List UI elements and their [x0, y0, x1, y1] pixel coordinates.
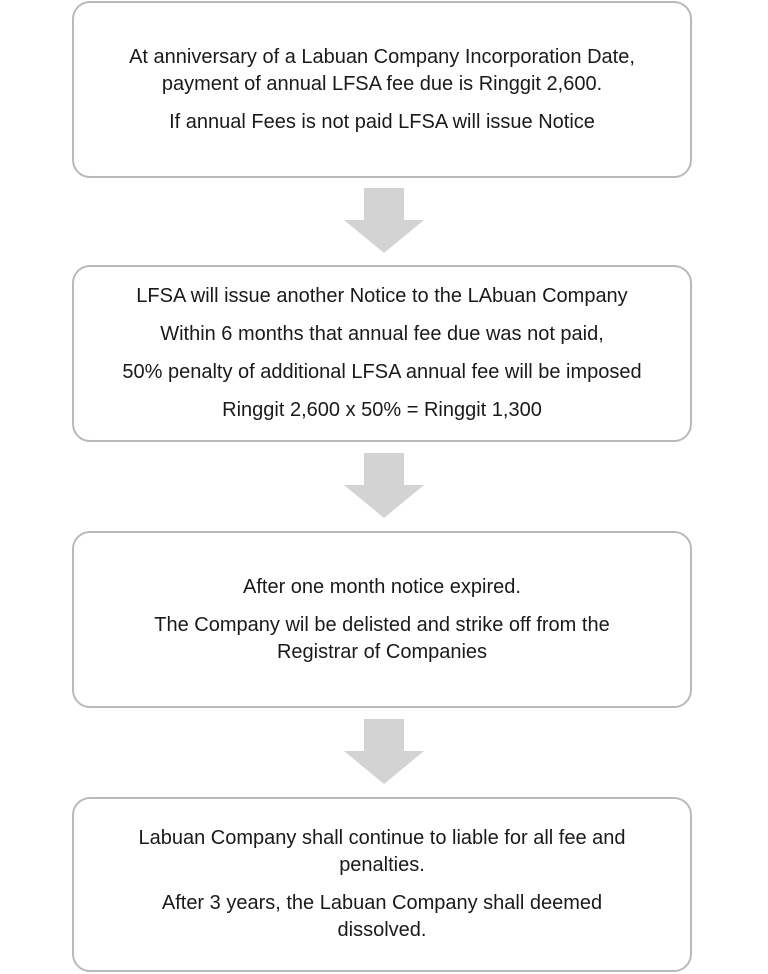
- step-1-text-1: At anniversary of a Labuan Company Incorporation Date, payment of annual LFSA fee due is Ringgit 2,600.: [129, 45, 635, 95]
- step-3-text-2: The Company wil be delisted and strike off from the Registrar of Companies: [154, 613, 610, 663]
- flow-step-2: [72, 265, 692, 442]
- flow-step-1: [72, 1, 692, 178]
- step-2-text-4: Ringgit 2,600 x 50% = Ringgit 1,300: [222, 399, 542, 421]
- down-arrow-icon: [344, 188, 424, 253]
- step-3-text-1: After one month notice expired.: [243, 575, 521, 598]
- flow-step-4: [72, 797, 692, 972]
- down-arrow-icon: [344, 719, 424, 784]
- step-2-text-3: 50% penalty of additional LFSA annual fee will be imposed: [122, 361, 642, 383]
- step-1-text-2: If annual Fees is not paid LFSA will issue Notice: [169, 110, 595, 133]
- step-2-text-1: LFSA will issue another Notice to the LAbuan Company: [136, 285, 628, 307]
- step-2-text-2: Within 6 months that annual fee due was not paid,: [160, 323, 604, 345]
- flow-step-3: [72, 531, 692, 708]
- down-arrow-3: [344, 719, 424, 784]
- down-arrow-icon: [344, 453, 424, 518]
- down-arrow-2: [344, 453, 424, 518]
- step-4-text-2: After 3 years, the Labuan Company shall deemed dissolved.: [161, 892, 603, 941]
- down-arrow-1: [344, 188, 424, 253]
- step-4-text-1: Labuan Company shall continue to liable for all fee and penalties.: [138, 827, 626, 876]
